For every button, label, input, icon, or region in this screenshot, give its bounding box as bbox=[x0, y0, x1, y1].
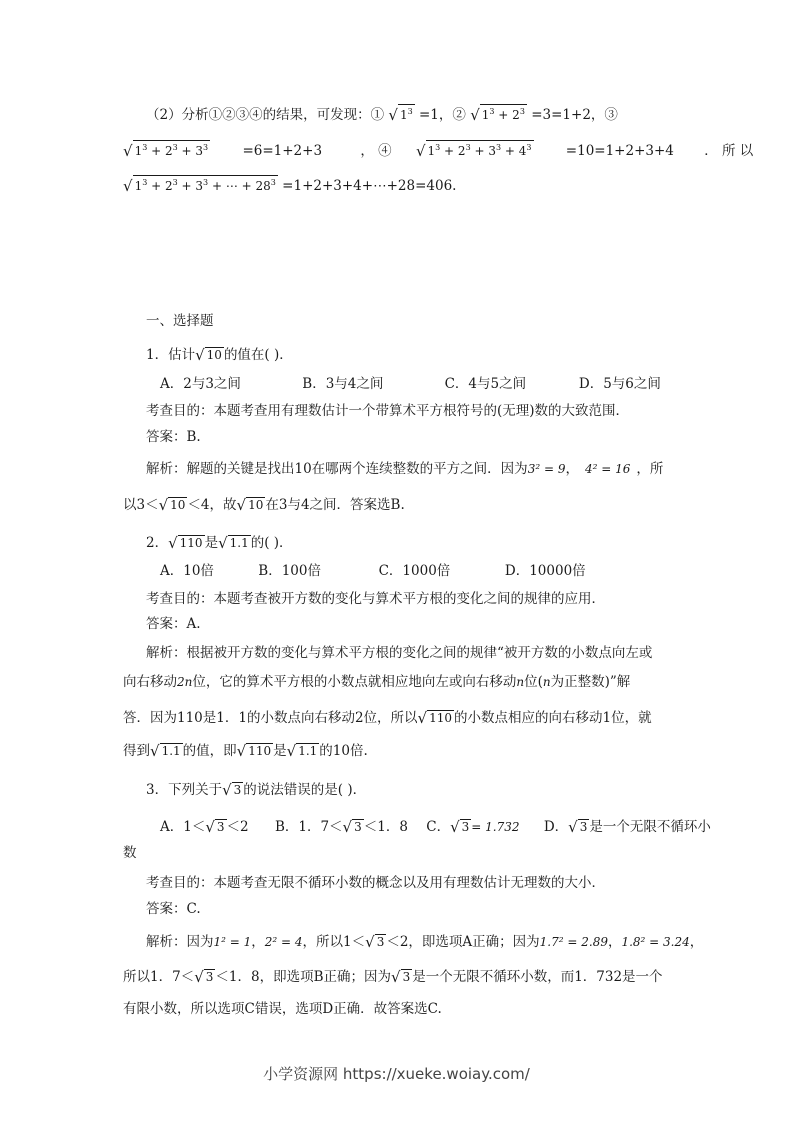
q3-option-a: A．1＜√ 3 ＜2 bbox=[160, 818, 249, 836]
q2-explanation-4: 得到√ 1.1 的值，即√ 110 是√ 1.1 的10倍. bbox=[123, 742, 368, 760]
q1-stem: 1．估计√ 10 的值在( )． bbox=[146, 346, 293, 364]
q1-option-b: B．3与4之间 bbox=[302, 376, 384, 392]
q3-option-c: C．√ 3 = 1.732 bbox=[426, 818, 520, 836]
footer-watermark: 小学资源网 https://xueke.woiay.com/ bbox=[263, 1065, 530, 1083]
sqrt-1cube-2cube: √ $1^3 + 2^3$ bbox=[470, 106, 525, 124]
q2-answer: 答案：A. bbox=[146, 616, 201, 632]
q1-explanation-2: 以3＜√ 10 ＜4，故√ 10 在3与4之间．答案选B. bbox=[123, 496, 405, 514]
q3-option-b: B．1．7＜√ 3 ＜1．8 bbox=[274, 818, 408, 836]
q3-explanation-2: 所以1．7＜√ 3 ＜1．8，即选项B正确；因为√ 3 是一个无限不循环小数，而1．732是一个 bbox=[123, 968, 663, 986]
q1-options bbox=[160, 374, 661, 394]
q2-explanation-1: 解析：根据被开方数的变化与算术平方根的变化之间的规律“被开方数的小数点向左或 bbox=[146, 645, 653, 661]
q2-options bbox=[160, 561, 586, 581]
q1-option-a: A．2与3之间 bbox=[160, 376, 241, 392]
q1-explanation-1: 解析：解题的关键是找出10在哪两个连续整数的平方之间．因为3² = 9， 4² = 16 ，所 bbox=[146, 461, 664, 477]
q3-purpose: 考查目的：本题考查无限不循环小数的概念以及用有理数估计无理数的大小． bbox=[146, 875, 605, 891]
part2-line2: √ $1^3 + 2^3 + 3^3 =6=1+2+3$ ， ④ √ $1^3 + 2^3 + 3^3 + 4^3 =10=1+2+3+4$ ． 所 以 bbox=[123, 142, 754, 160]
sqrt-sum-4: √ $1^3 + 2^3 + 3^3 + 4^3$ bbox=[415, 142, 532, 160]
q2-explanation-2: 向右移动2n位，它的算术平方根的小数点就相应地向左或向右移动n位(n为正整数)”解 bbox=[123, 674, 631, 690]
q2-stem: 2．√ 110 是√ 1.1 的( )． bbox=[146, 534, 293, 552]
q3-explanation-3: 有限小数，所以选项C错误，选项D正确．故答案选C. bbox=[123, 1001, 442, 1017]
q2-purpose: 考查目的：本题考查被开方数的变化与算术平方根的变化之间的规律的应用． bbox=[146, 591, 605, 607]
q2-option-a: A．10倍 bbox=[160, 563, 214, 579]
q3-answer: 答案：C. bbox=[146, 901, 201, 917]
section-title: 一、选择题 bbox=[146, 313, 214, 329]
q3-option-d: D．√ 3 是一个无限不循环小 bbox=[543, 818, 711, 836]
sqrt-sum-28: √ $1^3 + 2^3 + 3^3$ + ⋯ + $28^3$ bbox=[123, 177, 276, 195]
q2-option-b: B．100倍 bbox=[258, 563, 321, 579]
q3-stem: 3．下列关于√ 3 的说法错误的是( )． bbox=[146, 781, 367, 799]
sqrt-sum-3: √ $1^3 + 2^3 + 3^3$ bbox=[123, 142, 209, 160]
q3-explanation-1: 解析：因为1² = 1，2² = 4，所以1＜√ 3 ＜2，即选项A正确；因为1.7² = 2.89，1.8² = 3.24， bbox=[146, 933, 704, 951]
part2-line3: √ $1^3 + 2^3 + 3^3$ + ⋯ + $28^3$ =1+2+3+4+⋯+28=406. bbox=[123, 177, 457, 195]
q3-options-wrap: 数 bbox=[123, 845, 137, 861]
q1-purpose: 考查目的：本题考查用有理数估计一个带算术平方根符号的(无理)数的大致范围． bbox=[146, 403, 630, 419]
part2-line1: （2）分析①②③④的结果，可发现：① √ $1^3 =1$，② √ $1^3 + 2^3 =3=1+2$，③ bbox=[146, 106, 618, 124]
q2-option-d: D．10000倍 bbox=[504, 563, 586, 579]
q2-explanation-3: 答．因为110是1．1的小数点向右移动2位，所以√ 110 的小数点相应的向右移动1位，就 bbox=[123, 709, 652, 727]
q1-option-c: C．4与5之间 bbox=[444, 376, 527, 392]
q1-answer: 答案：B. bbox=[146, 429, 201, 445]
q1-option-d: D．5与6之间 bbox=[578, 376, 661, 392]
sqrt-1cube: √ $1^3$ bbox=[388, 106, 413, 124]
q2-option-c: C．1000倍 bbox=[378, 563, 451, 579]
sqrt-10: √ 10 bbox=[195, 346, 222, 364]
q3-options bbox=[160, 817, 711, 837]
